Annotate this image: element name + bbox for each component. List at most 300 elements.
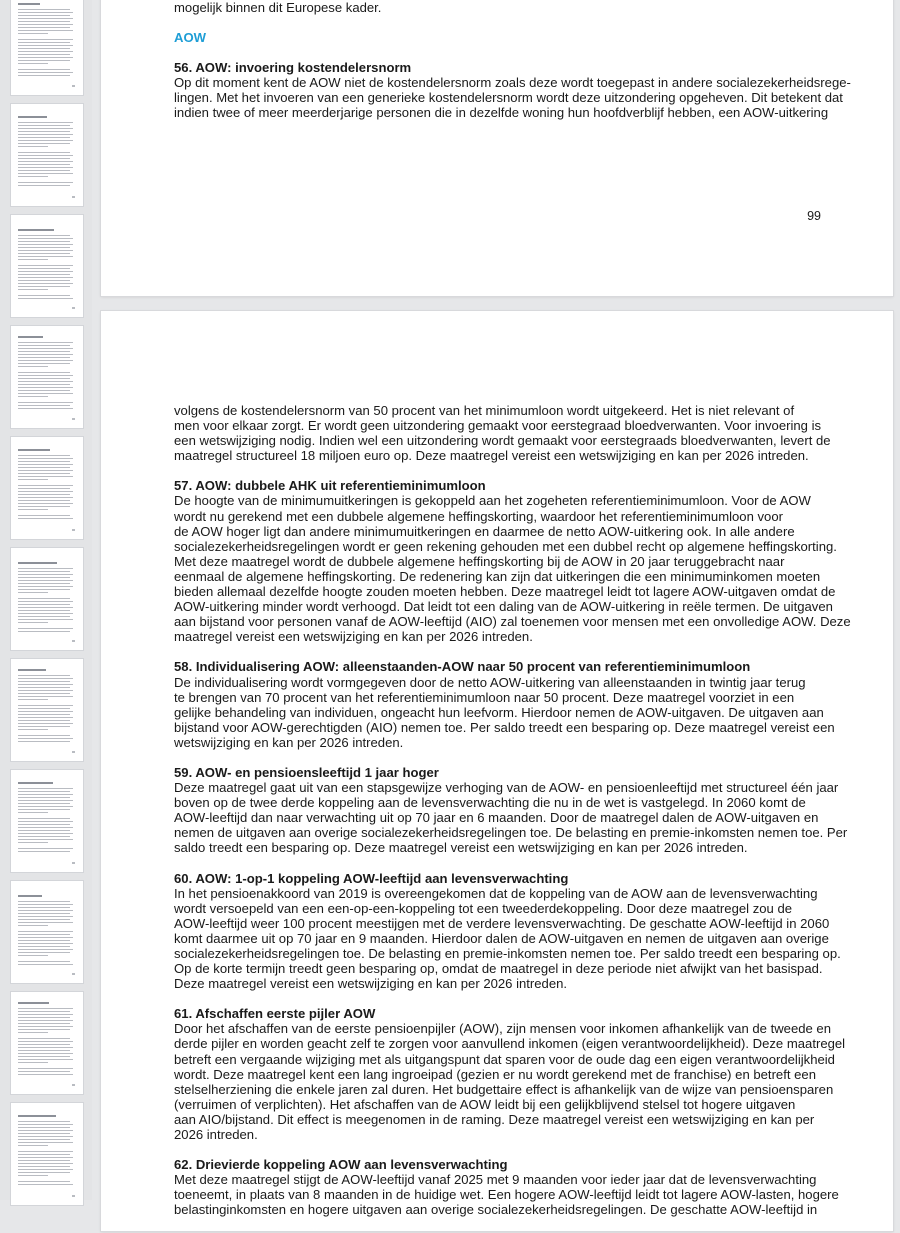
measure-57-line: eenmaal de algemene heffingskorting. De redenering kan zijn dat uitkeringen die een minimuminkomen moeten [174, 568, 821, 584]
thumbnail-text-line [18, 836, 70, 837]
thumbnail-text-line [18, 693, 70, 694]
thumbnail-text-line [18, 1154, 70, 1155]
thumbnail-text-line [18, 907, 70, 908]
thumbnail-text-line [18, 241, 70, 242]
measure-59 [174, 764, 848, 856]
thumbnail-text-line [18, 619, 73, 620]
page-thumbnail[interactable] [11, 548, 83, 650]
thumbnail-text-line [18, 1017, 70, 1018]
thumbnail-text-line [18, 33, 48, 34]
section-heading-aow: AOW [174, 30, 206, 46]
thumbnail-text-line [18, 268, 70, 269]
thumbnail-text-line [18, 616, 70, 617]
measure-57-line: AOW-uitkering minder wordt verhoogd. Dat leidt tot een daling van de AOW-uitkering in reële termen. De uitgaven [174, 599, 833, 615]
thumbnail-text-line [18, 827, 73, 828]
thumbnail-page-number-mark [72, 307, 75, 309]
measure-58-title: 58. Individualisering AOW: alleenstaanden-AOW naar 50 procent van referentieminimumloon [174, 659, 751, 675]
thumbnail-heading-mark [18, 449, 50, 451]
thumbnail-heading-mark [18, 229, 54, 231]
thumbnail-text-line [18, 283, 73, 284]
thumbnail-text-line [18, 797, 70, 798]
thumbnail-text-line [18, 729, 48, 730]
thumbnail-text-line [18, 378, 70, 379]
thumbnail-text-line [18, 931, 73, 932]
page-99-content [174, 0, 851, 121]
thumbnail-heading-mark [18, 562, 57, 564]
measure-56-continuation [174, 403, 831, 464]
thumbnail-text-line [18, 830, 70, 831]
measure-61-line: derde pijler en worden geacht zelf te zorgen voor aanvullend inkomen (eigen verantwoordelijkheid). Deze maatregel [174, 1036, 846, 1052]
measure-57-line: maatregel vereist een wetswijziging en kan per 2026 intreden. [174, 629, 533, 645]
thumbnail-text-line [18, 821, 73, 822]
thumbnail-text-line [18, 675, 70, 676]
thumbnail-text-line [18, 916, 73, 917]
thumbnail-text-line [18, 1139, 70, 1140]
thumbnail-text-line [18, 366, 48, 367]
thumbnail-text-line [18, 589, 70, 590]
document-page-99 [101, 0, 893, 296]
measure-60-line: AOW-leeftijd weer 100 procent meestijgen met de verdere levensverwachting. De geschatte AOW-leeftijd in 2060 [174, 915, 830, 931]
thumbnail-text-line [18, 348, 73, 349]
continuation-line: een wetswijziging nodig. Indien wel een uitzondering wordt gemaakt voor eerstegraads bloedverwanten, levert de [174, 433, 831, 449]
thumbnail-text-line [18, 458, 73, 459]
thumbnail-text-line [18, 788, 73, 789]
thumbnail-text-line [18, 1169, 73, 1170]
thumbnail-text-line [18, 45, 73, 46]
thumbnail-text-line [18, 714, 70, 715]
thumbnail-text-line [18, 961, 70, 962]
thumbnail-text-line [18, 18, 73, 19]
thumbnail-text-line [18, 63, 48, 64]
thumbnail-text-line [18, 387, 73, 388]
thumbnail-text-line [18, 30, 73, 31]
thumbnail-text-line [18, 690, 73, 691]
thumbnail-text-line [18, 622, 48, 623]
thumbnail-page-number-mark [72, 529, 75, 531]
thumbnail-page-number-mark [72, 1195, 75, 1197]
measure-58-line: gelijke behandeling van individuen, ongeacht hun leefvorm. Hierdoor nemen de AOW-uitgaven. De uitgaven aan [174, 704, 824, 720]
thumbnail-text-line [18, 72, 73, 73]
thumbnail-text-line [18, 598, 70, 599]
thumbnail-text-line [18, 271, 73, 272]
thumbnail-text-line [18, 1023, 70, 1024]
page-thumbnail[interactable] [11, 1103, 83, 1205]
measure-61-line: aan AIO/bijstand. Dit effect is meegenomen in de raming. Deze maatregel vereist een wetswijziging en kan per [174, 1111, 815, 1127]
thumbnail-text-line [18, 342, 73, 343]
thumbnail-text-line [18, 140, 73, 141]
thumbnail-text-line [18, 250, 73, 251]
measure-57-line: De hoogte van de minimumuitkeringen is gekoppeld aan het zogeheten referentieminimumloon. Voor de AOW [174, 493, 811, 509]
thumbnail-text-line [18, 678, 73, 679]
thumbnail-text-line [18, 1184, 73, 1185]
thumbnail-text-line [18, 1157, 73, 1158]
continuation-line: men voor elkaar zorgt. Er wordt geen uitzondering gemaakt voor eerstegraad bloedverwanten. Voor invoering is [174, 418, 822, 434]
thumbnail-text-line [18, 152, 70, 153]
thumbnail-text-line [18, 925, 48, 926]
thumbnail-text-line [18, 131, 70, 132]
thumbnail-text-line [18, 467, 70, 468]
measure-58-line: wetswijziging en kan per 2026 intreden. [174, 734, 404, 750]
thumbnail-text-line [18, 568, 73, 569]
measure-61-line: betreft een vergaande wijziging met als uitgangspunt dat sparen voor de oude dag een eigen verantwoordelijkheid [174, 1051, 835, 1067]
page-thumbnail[interactable] [11, 770, 83, 872]
thumbnail-text-line [18, 464, 73, 465]
thumbnail-text-line [18, 809, 70, 810]
thumbnail-text-line [18, 164, 70, 165]
thumbnail-text-line [18, 515, 70, 516]
thumbnail-text-line [18, 360, 73, 361]
thumbnail-heading-mark [18, 116, 47, 118]
measure-61-title: 61. Afschaffen eerste pijler AOW [174, 1006, 376, 1022]
thumbnail-text-line [18, 277, 73, 278]
measure-60-line: socialezekerheidsregelingen toe. De belasting en premie-inkomsten nemen toe. Per saldo treedt een besparing op. [174, 946, 841, 961]
thumbnail-heading-mark [18, 895, 42, 897]
thumbnail-text-line [18, 21, 70, 22]
thumbnail-text-line [18, 794, 73, 795]
thumbnail-text-line [18, 839, 73, 840]
thumbnail-text-line [18, 143, 70, 144]
thumbnail-heading-mark [18, 3, 40, 5]
thumbnail-heading-mark [18, 336, 43, 338]
page-thumbnail[interactable] [11, 992, 83, 1094]
measure-60-line: In het pensioenakkoord van 2019 is overeengekomen dat de koppeling van de AOW aan de levensverwachting [174, 885, 818, 901]
thumbnail-text-line [18, 253, 70, 254]
page-thumbnail[interactable] [11, 437, 83, 539]
page-thumbnail[interactable] [11, 881, 83, 983]
thumbnail-text-line [18, 1175, 48, 1176]
thumbnail-heading-mark [18, 782, 53, 784]
thumbnail-text-line [18, 491, 73, 492]
thumbnail-text-line [18, 461, 70, 462]
thumbnail-text-line [18, 592, 48, 593]
thumbnail-text-line [18, 1014, 73, 1015]
thumbnail-text-line [18, 708, 70, 709]
measure-62-line: belastinginkomsten en hogere uitgaven aan overige socialezekerheidsregelingen. De geschatte AOW-leeftijd in [174, 1202, 818, 1218]
measure-57-line: bieden allemaal dezelfde hoogte zouden moeten hebben. Deze maatregel leidt tot lagere AOW-uitgaven omdat de [174, 584, 836, 600]
page-thumbnail[interactable] [11, 215, 83, 317]
thumbnail-text-line [18, 919, 70, 920]
thumbnail-text-line [18, 937, 73, 938]
thumbnail-text-line [18, 848, 73, 849]
page-thumbnail[interactable] [11, 326, 83, 428]
measure-59-line: nemen de uitgaven aan overige socialezekerheidsregelingen toe. De belasting en premie-inkomsten nemen toe. Per [174, 825, 848, 841]
thumbnail-text-line [18, 393, 73, 394]
thumbnail-text-line [18, 812, 48, 813]
thumbnail-text-line [18, 60, 70, 61]
thumbnail-text-line [18, 69, 70, 70]
measure-59-line: AOW-leeftijd dan naar verwachting uit op 70 jaar en 6 maanden. Door de maatregel dalen de AOW-uitgaven en [174, 810, 819, 826]
thumbnail-text-line [18, 39, 73, 40]
thumbnail-text-line [18, 631, 70, 632]
thumbnail-text-line [18, 791, 70, 792]
thumbnail-heading-mark [18, 669, 46, 671]
thumbnail-text-line [18, 295, 70, 296]
thumbnail-text-line [18, 711, 73, 712]
thumbnail-text-line [18, 381, 73, 382]
thumbnail-text-line [18, 396, 48, 397]
thumbnail-text-line [18, 613, 73, 614]
thumbnail-text-line [18, 390, 70, 391]
page-thumbnail-sidebar[interactable] [0, 0, 92, 1200]
thumbnail-text-line [18, 607, 73, 608]
thumbnail-text-line [18, 1041, 73, 1042]
thumbnail-text-line [18, 256, 73, 257]
measure-58 [174, 659, 835, 750]
thumbnail-page-number-mark [72, 862, 75, 864]
thumbnail-text-line [18, 1032, 48, 1033]
measure-57-line: de AOW hoger ligt dan andere minimumuitkeringen en daarmee de netto AOW-uitkering ook. In alle andere [174, 523, 795, 539]
thumbnail-text-line [18, 265, 73, 266]
thumbnail-text-line [18, 1071, 70, 1072]
thumbnail-text-line [18, 943, 73, 944]
thumbnail-text-line [18, 913, 70, 914]
thumbnail-text-line [18, 1133, 70, 1134]
thumbnail-text-line [18, 922, 73, 923]
measure-61-line: 2026 intreden. [174, 1127, 258, 1143]
thumbnail-text-line [18, 408, 73, 409]
thumbnail-text-line [18, 1008, 73, 1009]
thumbnail-text-line [18, 15, 70, 16]
thumbnail-text-line [18, 134, 73, 135]
thumbnail-text-line [18, 1053, 73, 1054]
thumbnail-text-line [18, 500, 70, 501]
document-page-100 [101, 311, 893, 1231]
thumbnail-text-line [18, 1181, 70, 1182]
thumbnail-text-line [18, 1160, 70, 1161]
thumbnail-text-line [18, 1059, 73, 1060]
measure-56-line: lingen. Met het invoeren van een generieke kostendelersnorm wordt deze uitzondering opgeheven. Dit betekent dat [174, 90, 843, 106]
thumbnail-page-number-mark [72, 751, 75, 753]
thumbnail-text-line [18, 473, 70, 474]
thumbnail-text-line [18, 842, 48, 843]
thumbnail-text-line [18, 741, 70, 742]
thumbnail-text-line [18, 803, 70, 804]
thumbnail-text-line [18, 1050, 70, 1051]
thumbnail-text-line [18, 280, 70, 281]
thumbnail-text-line [18, 1029, 70, 1030]
thumbnail-text-line [18, 1068, 73, 1069]
measure-61 [174, 1006, 846, 1143]
measure-62-line: Met deze maatregel stijgt de AOW-leeftijd vanaf 2025 met 9 maanden voor ieder jaar dat de levensverwachting [174, 1172, 817, 1188]
thumbnail-text-line [18, 1145, 48, 1146]
thumbnail-text-line [18, 1130, 73, 1131]
thumbnail-text-line [18, 723, 73, 724]
page-thumbnail[interactable] [11, 0, 83, 95]
thumbnail-text-line [18, 506, 70, 507]
thumbnail-text-line [18, 720, 70, 721]
thumbnail-text-line [18, 476, 73, 477]
measure-59-title: 59. AOW- en pensioensleeftijd 1 jaar hoger [174, 764, 439, 780]
thumbnail-text-line [18, 494, 70, 495]
thumbnail-text-line [18, 470, 73, 471]
page-thumbnail[interactable] [11, 659, 83, 761]
measure-60-line: komt daarmee uit op 70 jaar en 9 maanden. Hierdoor dalen de AOW-uitgaven en nemen de uitgaven aan overige [174, 930, 829, 946]
thumbnail-text-line [18, 946, 70, 947]
thumbnail-text-line [18, 1172, 70, 1173]
measure-62-line: toeneemt, in plaats van 8 maanden in de huidige wet. Een hogere AOW-leeftijd leidt tot lagere AOW-lasten, hogere [174, 1187, 839, 1203]
thumbnail-text-line [18, 155, 73, 156]
thumbnail-text-line [18, 455, 70, 456]
thumbnail-text-line [18, 289, 48, 290]
measure-57-line: wordt nu gerekend met een dubbele algemene heffingskorting, waardoor het referentieminimumloon voor [174, 508, 783, 524]
thumbnail-text-line [18, 54, 70, 55]
thumbnail-text-line [18, 375, 73, 376]
measure-56 [174, 60, 851, 121]
thumbnail-page-number-mark [72, 640, 75, 642]
measure-59-line: boven op de twee derde koppeling aan de levensverwachting die nu in de wet is vastgelegd. In 2060 komt de [174, 795, 806, 811]
thumbnail-text-line [18, 298, 73, 299]
thumbnail-text-line [18, 259, 48, 260]
thumbnail-text-line [18, 705, 73, 706]
measure-59-line: saldo treedt een besparing op. Deze maatregel vereist een wetswijziging en kan per 2026 intreden. [174, 840, 748, 856]
thumbnail-text-line [18, 9, 70, 10]
thumbnail-text-line [18, 604, 70, 605]
page-thumbnail[interactable] [11, 104, 83, 206]
page-100-content [174, 403, 851, 1233]
measure-61-line: stelselherziening die enkele jaren zal duren. Het budgettaire effect is afhankelijk van de wijze van pensioensparen [174, 1081, 834, 1097]
measure-59-line: Deze maatregel gaat uit van een stapsgewijze verhoging van de AOW- en pensioenleeftijd met structureel één jaar [174, 780, 839, 796]
thumbnail-text-line [18, 571, 70, 572]
measure-57 [174, 478, 851, 645]
measure-56-title: 56. AOW: invoering kostendelersnorm [174, 60, 412, 76]
thumbnail-text-line [18, 503, 73, 504]
thumbnail-text-line [18, 833, 73, 834]
thumbnail-text-line [18, 357, 70, 358]
thumbnail-text-line [18, 402, 73, 403]
thumbnail-text-line [18, 1011, 70, 1012]
measure-62 [174, 1157, 839, 1218]
thumbnail-text-line [18, 910, 73, 911]
thumbnail-text-line [18, 518, 73, 519]
thumbnail-text-line [18, 1136, 73, 1137]
thumbnail-text-line [18, 1026, 73, 1027]
thumbnail-text-line [18, 904, 73, 905]
thumbnail-text-line [18, 687, 70, 688]
thumbnail-text-line [18, 479, 48, 480]
measure-56-line: Op dit moment kent de AOW niet de kostendelersnorm zoals deze wordt toegepast in andere socialezekerheidsrege- [174, 75, 851, 91]
thumbnail-text-line [18, 1127, 70, 1128]
thumbnail-text-line [18, 158, 70, 159]
thumbnail-text-line [18, 586, 73, 587]
thumbnail-text-line [18, 405, 70, 406]
thumbnail-text-line [18, 696, 73, 697]
thumbnail-text-line [18, 182, 73, 183]
thumbnail-text-line [18, 363, 70, 364]
thumbnail-text-line [18, 167, 73, 168]
thumbnail-text-line [18, 146, 48, 147]
thumbnail-text-line [18, 137, 70, 138]
thumbnail-text-line [18, 955, 48, 956]
continuation-line: maatregel structureel 18 miljoen euro op. Deze maatregel vereist een wetswijziging en kan per 2026 intreden. [174, 448, 809, 464]
thumbnail-text-line [18, 940, 70, 941]
thumbnail-page-number-mark [72, 1084, 75, 1086]
thumbnail-text-line [18, 717, 73, 718]
thumbnail-text-line [18, 244, 73, 245]
thumbnail-text-line [18, 488, 70, 489]
thumbnail-text-line [18, 1124, 73, 1125]
thumbnail-text-line [18, 384, 70, 385]
thumbnail-text-line [18, 247, 70, 248]
thumbnail-text-line [18, 684, 73, 685]
measure-61-line: wordt. Deze maatregel kent een lang ingroeipad (gezien er nu wordt gerekend met de franchise) en betreft een [174, 1066, 816, 1082]
thumbnail-text-line [18, 806, 73, 807]
thumbnail-page-number-mark [72, 418, 75, 420]
measure-58-line: bijstand voor AOW-gerechtigden (AIO) nemen toe. Per saldo treedt een besparing op. Deze maatregel vereist een [174, 719, 835, 735]
thumbnail-text-line [18, 735, 70, 736]
thumbnail-text-line [18, 128, 73, 129]
thumbnail-text-line [18, 952, 70, 953]
thumbnail-text-line [18, 628, 73, 629]
thumbnail-text-line [18, 161, 73, 162]
thumbnail-text-line [18, 176, 48, 177]
measure-57-line: aan bijstand voor personen vanaf de AOW-leeftijd (AIO) zal toenemen voor mensen met een onvolledige AOW. Deze [174, 614, 851, 630]
thumbnail-text-line [18, 42, 70, 43]
thumbnail-text-line [18, 1044, 70, 1045]
thumbnail-text-line [18, 583, 70, 584]
thumbnail-text-line [18, 1038, 70, 1039]
thumbnail-text-line [18, 949, 73, 950]
thumbnail-text-line [18, 1166, 70, 1167]
thumbnail-text-line [18, 485, 73, 486]
measure-60-line: Op de korte termijn treedt geen besparing op, omdat de maatregel in deze periode niet afwijkt van het basispad. [174, 961, 823, 977]
measure-61-line: Door het afschaffen van de eerste pensioenpijler (AOW), zijn mensen voor inkomen afhankelijk van de tweede en [174, 1021, 831, 1037]
measures-list [174, 478, 851, 1218]
thumbnail-page-number-mark [72, 85, 75, 87]
thumbnail-text-line [18, 1163, 73, 1164]
thumbnail-text-line [18, 1142, 73, 1143]
thumbnail-text-line [18, 75, 70, 76]
thumbnail-text-line [18, 1151, 73, 1152]
measure-62-title: 62. Drievierde koppeling AOW aan levensverwachting [174, 1157, 508, 1173]
thumbnail-text-line [18, 934, 70, 935]
measure-60-title: 60. AOW: 1-op-1 koppeling AOW-leeftijd aan levensverwachting [174, 870, 569, 886]
page-99-top-line: mogelijk binnen dit Europese kader. [174, 0, 382, 15]
thumbnail-text-line [18, 235, 70, 236]
thumbnail-text-line [18, 51, 73, 52]
continuation-line: volgens de kostendelersnorm van 50 procent van het minimumloon wordt uitgekeerd. Het is niet relevant of [174, 403, 795, 418]
thumbnail-text-line [18, 12, 73, 13]
thumbnail-text-line [18, 851, 70, 852]
measure-61-line: (verruimen of verplichten). Het afschaffen van de AOW leidt bij een gelijkblijvend stelsel tot hogere uitgaven [174, 1096, 796, 1112]
thumbnail-text-line [18, 1121, 70, 1122]
measure-56-line: indien twee of meer meerderjarige personen die in dezelfde woning hun hoofdverblijf hebben, een AOW-uitkering [174, 105, 829, 121]
page-number: 99 [807, 209, 821, 223]
thumbnail-text-line [18, 238, 73, 239]
thumbnail-text-line [18, 354, 73, 355]
thumbnail-heading-mark [18, 1002, 49, 1004]
thumbnail-text-line [18, 964, 73, 965]
thumbnail-text-line [18, 125, 70, 126]
thumbnail-text-line [18, 726, 70, 727]
thumbnail-text-line [18, 610, 70, 611]
thumbnail-text-line [18, 901, 70, 902]
thumbnail-text-line [18, 351, 70, 352]
measure-58-line: te brengen van 70 procent van het referentieminimumloon naar 50 procent. Deze maatregel voorziet in een [174, 689, 795, 705]
thumbnail-text-line [18, 580, 73, 581]
thumbnail-text-line [18, 699, 48, 700]
thumbnail-text-line [18, 1062, 48, 1063]
thumbnail-text-line [18, 345, 70, 346]
thumbnail-text-line [18, 574, 73, 575]
thumbnail-heading-mark [18, 1115, 56, 1117]
thumbnail-text-line [18, 738, 73, 739]
thumbnail-text-line [18, 286, 70, 287]
thumbnail-text-line [18, 1020, 73, 1021]
thumbnail-text-line [18, 818, 70, 819]
measure-60-line: wordt versoepeld van een een-op-een-koppeling tot een tweederdekoppeling. Door deze maatregel zou de [174, 900, 793, 916]
thumbnail-text-line [18, 274, 70, 275]
thumbnail-text-line [18, 1074, 73, 1075]
